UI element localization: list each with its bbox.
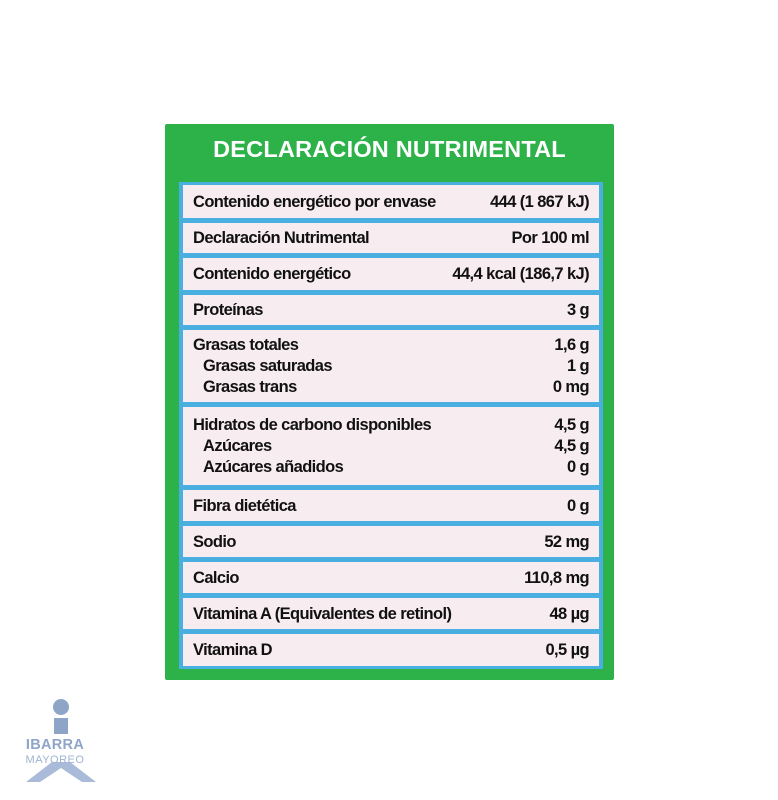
- table-line: [193, 299, 589, 321]
- table-line: [193, 639, 589, 661]
- nutrient-value: 1,6 g: [554, 335, 589, 354]
- nutrient-value: 4,5 g: [554, 436, 589, 455]
- table-row-energy: [183, 258, 599, 290]
- nutrient-label: Vitamina D: [193, 641, 272, 659]
- nutrient-value: 52 mg: [544, 532, 589, 551]
- nutrient-label: Sodio: [193, 532, 236, 551]
- table-line: [193, 436, 589, 457]
- nutrient-value: 0 g: [566, 496, 589, 515]
- nutrient-value: 44,4 kcal (186,7 kJ): [452, 265, 589, 283]
- nutrition-table: [179, 182, 603, 669]
- nutrient-label: Calcio: [193, 568, 239, 587]
- table-line: [193, 567, 589, 589]
- nutrient-label: Grasas trans: [203, 377, 297, 396]
- watermark-subtitle: MAYOREO: [25, 754, 85, 766]
- table-row-energy-per-package: [183, 185, 599, 218]
- nutrient-label: Hidratos de carbono disponibles: [193, 415, 432, 434]
- nutrient-label: Declaración Nutrimental: [193, 229, 370, 247]
- nutrient-label: Contenido energético: [193, 265, 351, 283]
- nutrient-value: 1 g: [566, 356, 589, 375]
- nutrient-value: 110,8 mg: [524, 568, 589, 587]
- nutrient-label: Azúcares: [203, 436, 272, 455]
- table-row-fats: [183, 330, 599, 402]
- nutrient-value: 3 g: [566, 301, 589, 319]
- nutrient-value: 0 mg: [552, 377, 589, 396]
- nutrient-value: 0 g: [566, 457, 589, 476]
- nutrition-label-panel: [165, 124, 614, 680]
- table-line: [193, 495, 589, 517]
- nutrient-label: Grasas totales: [193, 335, 299, 354]
- table-row-carbohydrates: [183, 407, 599, 485]
- table-line: [193, 603, 589, 625]
- nutrient-value: Por 100 ml: [511, 229, 589, 247]
- nutrition-label-title: DECLARACIÓN NUTRIMENTAL: [213, 136, 566, 162]
- watermark-brand: IBARRA: [25, 737, 85, 753]
- nutrient-label: Vitamina A (Equivalentes de retinol): [193, 604, 452, 623]
- table-line: [193, 263, 589, 285]
- table-line: [193, 356, 589, 377]
- nutrient-value: 48 µg: [549, 604, 589, 623]
- table-row-declaration-header: [183, 223, 599, 253]
- nutrient-label: Fibra dietética: [193, 496, 296, 515]
- table-line: [193, 335, 589, 356]
- table-row-calcium: [183, 562, 599, 593]
- table-row-sodium: [183, 526, 599, 557]
- table-row-vitamin-a: [183, 598, 599, 629]
- table-line: [193, 377, 589, 398]
- nutrient-label: Contenido energético por envase: [193, 192, 436, 211]
- table-row-vitamin-d: [183, 634, 599, 666]
- nutrient-label: Proteínas: [193, 301, 263, 319]
- nutrient-label: Grasas saturadas: [203, 356, 332, 375]
- table-row-proteins: [183, 295, 599, 325]
- nutrient-value: 0,5 µg: [545, 641, 589, 659]
- table-line: [193, 457, 589, 478]
- table-line: [193, 191, 589, 213]
- table-row-fiber: [183, 490, 599, 521]
- nutrient-label: Azúcares añadidos: [203, 457, 344, 476]
- table-line: [193, 531, 589, 553]
- table-line: [193, 415, 589, 436]
- nutrient-value: 4,5 g: [554, 415, 589, 434]
- table-line: [193, 227, 589, 249]
- nutrient-value: 444 (1 867 kJ): [490, 192, 589, 211]
